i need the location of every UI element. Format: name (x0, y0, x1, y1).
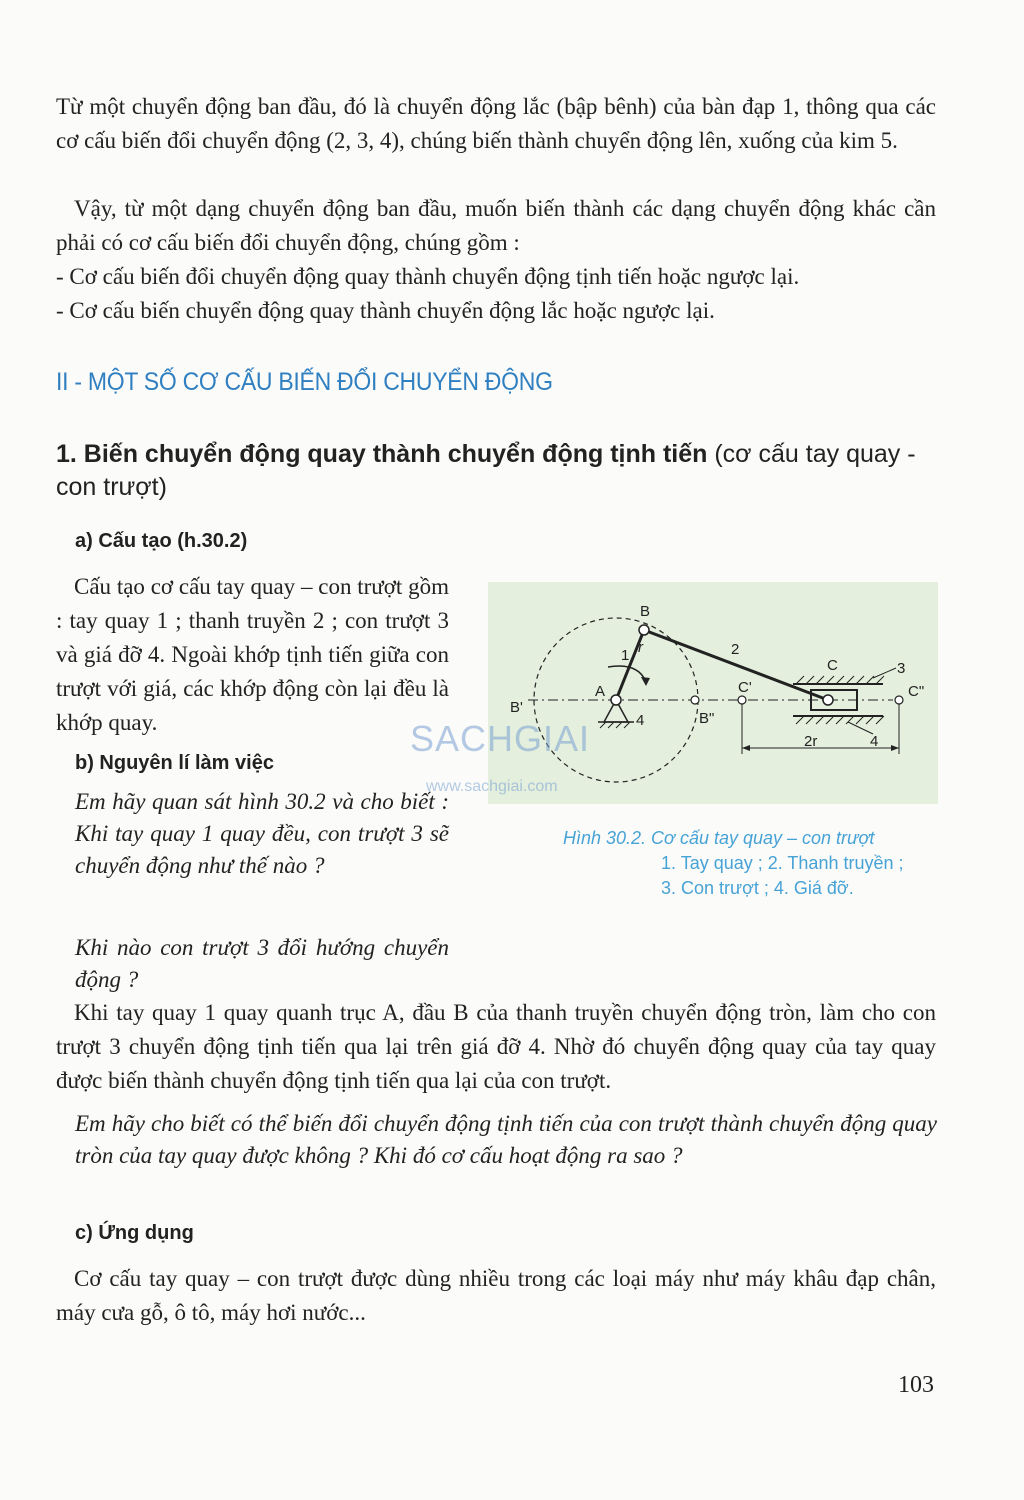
intro-paragraph-1: Từ một chuyển động ban đầu, đó là chuyển động lắc (bập bênh) của bàn đạp 1, thông qua các cơ cấu biến đổi chuyển động (2, 3, 4), chúng biến thành chuyển động lên, xuống của kim 5. (56, 94, 936, 153)
watermark-brand: SACHGIAI (410, 718, 591, 759)
label-2: 2 (731, 641, 740, 658)
label-B-prime: B' (510, 699, 523, 716)
label-C-double-prime: C" (908, 683, 925, 700)
caption-line-1: Hình 30.2. Cơ cấu tay quay – con trượt (563, 828, 875, 848)
point-C2 (895, 696, 903, 704)
question-3: Em hãy cho biết có thể biến đổi chuyển động tịnh tiến của con trượt thành chuyển động quay tròn của tay quay được không ? Khi đó cơ cấu hoạt động ra sao ? (75, 1111, 937, 1168)
label-B-double-prime: B" (699, 710, 715, 727)
label-2r: 2r (804, 733, 818, 750)
section-title: II - MỘT SỐ CƠ CẤU BIẾN ĐỔI CHUYỂN ĐỘNG (56, 368, 553, 396)
figure-caption (563, 826, 904, 901)
subheading-c: c) Ứng dụng (75, 1222, 194, 1244)
watermark-url: www.sachgiai.com (426, 778, 558, 795)
label-C-prime: C' (738, 679, 752, 696)
heading-1 (56, 438, 946, 504)
intro-bullet-1: - Cơ cấu biến đổi chuyển động quay thành chuyển động tịnh tiến hoặc ngược lại. (56, 264, 800, 289)
label-4-guide: 4 (870, 733, 879, 750)
subheading-b: b) Nguyên lí làm việc (75, 752, 274, 774)
figure-30-2 (488, 582, 938, 804)
intro-paragraph-2: Vậy, từ một dạng chuyển động ban đầu, muốn biến thành các dạng chuyển động khác cần phải có cơ cấu biến đổi chuyển động, chúng gồm : (56, 196, 936, 255)
heading-1-bold: 1. Biến chuyển động quay thành chuyển động tịnh tiến (56, 440, 708, 468)
question-2: Khi nào con trượt 3 đổi hướng chuyển động ? (75, 935, 449, 992)
point-C1 (738, 696, 746, 704)
subheading-a: a) Cấu tạo (h.30.2) (75, 530, 248, 552)
caption-line-3: 3. Con trượt ; 4. Giá đỡ. (661, 878, 854, 898)
label-4-support: 4 (636, 712, 645, 729)
page-number: 103 (898, 1372, 934, 1398)
label-3: 3 (897, 660, 906, 677)
joint-C (823, 695, 833, 705)
caption-line-2: 1. Tay quay ; 2. Thanh truyền ; (661, 853, 904, 873)
text-principle: Khi tay quay 1 quay quanh trục A, đầu B của thanh truyền chuyển động tròn, làm cho con trượt 3 chuyển động tịnh tiến qua lại trên giá đỡ 4. Nhờ đó chuyển động quay của tay quay được biến thành chuyển động tịnh tiến qua lại của con trượt. (56, 1000, 936, 1093)
label-1: 1 (621, 647, 630, 664)
point-B2 (691, 696, 699, 704)
intro-bullet-2: - Cơ cấu biến chuyển động quay thành chuyển động lắc hoặc ngược lại. (56, 298, 715, 323)
text-structure: Cấu tạo cơ cấu tay quay – con trượt gồm : tay quay 1 ; thanh truyền 2 ; con trượt 3 và giá đỡ 4. Ngoài khớp tịnh tiến giữa con trượt với giá, các khớp động còn lại đều là khớp quay. (56, 574, 449, 735)
label-r: r (638, 639, 643, 656)
text-application: Cơ cấu tay quay – con trượt được dùng nhiều trong các loại máy như máy khâu đạp chân, máy cưa gỗ, ô tô, máy hơi nước... (56, 1266, 936, 1325)
crank-slider-diagram (488, 582, 938, 804)
label-C: C (827, 657, 838, 674)
joint-B (639, 625, 649, 635)
joint-A (611, 695, 621, 705)
label-B: B (640, 603, 651, 620)
label-A: A (595, 683, 606, 700)
question-1: Em hãy quan sát hình 30.2 và cho biết : Khi tay quay 1 quay đều, con trượt 3 sẽ chuyển động như thế nào ? (75, 789, 449, 878)
heading-1-normal: (cơ cấu tay quay - con trượt) (56, 440, 916, 501)
